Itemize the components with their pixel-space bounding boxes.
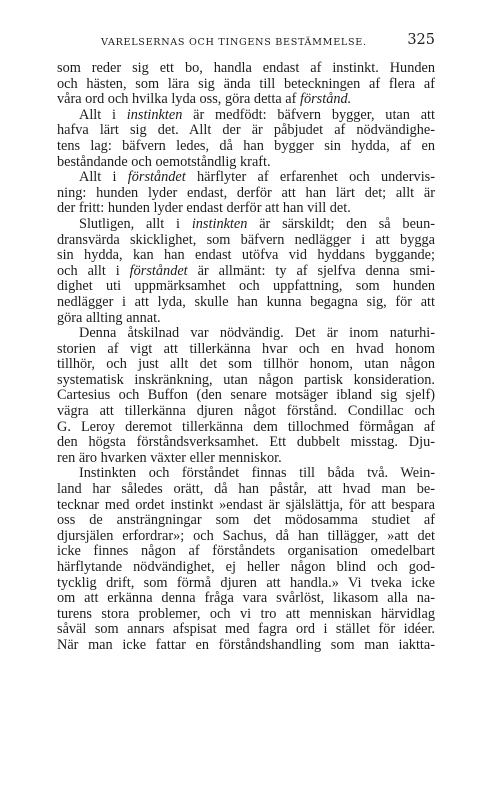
text-line: [57, 451, 435, 467]
text-segment: ren äro hvarken växter eller menniskor.: [57, 449, 282, 466]
text-segment: När man icke fattar en förståndshandling som man iaktta-: [57, 636, 435, 653]
text-segment: Slutligen, allt i: [79, 215, 192, 232]
text-segment: om att erkänna denna fråga vara svårlöst, likasom alla na-: [57, 590, 435, 607]
text-line: [57, 560, 435, 576]
text-line: [57, 279, 435, 295]
text-segment: härflytande nödvändighet, ej heller någon blind och god-: [57, 559, 435, 575]
text-line: [57, 170, 435, 186]
text-segment: Denna åtskilnad var nödvändig. Det är inom naturhi-: [79, 325, 435, 342]
page-number: 325: [407, 32, 435, 48]
text-segment: land har således orätt, då han påstår, att hvad man be-: [57, 481, 435, 498]
text-segment: tecknar med ordet instinkt »endast är själslättja, för att bespara: [57, 496, 435, 513]
text-line: [57, 357, 435, 373]
text-segment: är särskildt; den så beun-: [247, 215, 435, 232]
text-line: [57, 544, 435, 560]
text-line: [57, 295, 435, 311]
text-segment: den högsta förståndsverksamhet. Ett dubbelt misstag. Dju-: [57, 434, 435, 451]
text-line: [57, 420, 435, 436]
text-segment: nedlägger i att lyda, skulle han kunna begagna sig, för att: [57, 293, 435, 310]
text-segment: dighet uti uppmärksamhet och uppfattning, som hunden: [57, 278, 435, 295]
text-line: [57, 123, 435, 139]
text-segment: G. Leroy deremot tillerkänna dem tillochmed förmågan af: [57, 418, 435, 435]
text-line: [57, 77, 435, 93]
text-segment: turens stora problemer, och vi tro att menniskan härvidlag: [57, 605, 435, 622]
text-line: [57, 139, 435, 155]
text-segment: våra ord och hvilka lyda oss, göra detta af: [57, 91, 300, 108]
text-line: [57, 248, 435, 264]
text-line: [57, 373, 435, 389]
text-line: [57, 217, 435, 233]
text-line: [57, 435, 435, 451]
text-segment: vägra att tillerkänna djuren något förstånd. Condillac och: [57, 403, 435, 420]
text-line: [57, 326, 435, 342]
text-line: [57, 622, 435, 638]
text-segment: djursjälen erfordrar»; och Sachus, då han tillägger, »att det: [57, 527, 435, 544]
text-line: [57, 607, 435, 623]
text-line: [57, 61, 435, 77]
page-header: [57, 30, 435, 52]
text-line: [57, 466, 435, 482]
text-segment: härflyter af erfarenhet och undervis-: [185, 169, 435, 186]
text-segment: tens lag: bäfvern ledes, då han bygger sin hydda, af en: [57, 137, 435, 154]
text-segment: dransvärda skicklighet, som bäfvern nedlägger i att bygga: [57, 231, 435, 248]
text-segment: göra allting annat.: [57, 309, 161, 326]
text-line: [57, 311, 435, 327]
text-line: [57, 404, 435, 420]
text-line: [57, 513, 435, 529]
text-segment: Cartesius och Buffon (den senare motsäger ibland sig sjelf): [57, 387, 435, 404]
text-segment: är medfödt: bäfvern bygger, utan att: [182, 106, 435, 123]
text-line: [57, 264, 435, 280]
book-page: [57, 30, 435, 654]
text-line: [57, 233, 435, 249]
text-segment: systematisk inskränkning, utan någon partisk konsideration.: [57, 371, 435, 388]
text-line: [57, 186, 435, 202]
text-segment: icke finnes någon af förståndets organisation omedelbart: [57, 543, 435, 560]
text-segment: ning: hunden lyder endast, derför att han lärt det; allt är: [57, 184, 435, 201]
text-line: [57, 498, 435, 514]
text-segment: såväl som annars afspisat med fagra ord i stället för idéer.: [57, 621, 435, 638]
italic-text: förstånd.: [299, 91, 352, 108]
italic-text: instinkten: [126, 106, 183, 123]
text-segment: Instinkten och förståndet finnas till båda två. Wein-: [79, 465, 435, 482]
text-segment: Allt i: [79, 106, 127, 123]
text-segment: är allmänt: ty af sjelfva denna smi-: [187, 262, 435, 279]
text-segment: der fritt: hunden lyder endast derför att han vill det.: [57, 200, 351, 217]
text-line: [57, 638, 435, 654]
text-line: [57, 201, 435, 217]
body-text: [57, 61, 435, 654]
italic-text: instinkten: [191, 215, 248, 232]
text-line: [57, 155, 435, 171]
text-line: [57, 482, 435, 498]
italic-text: förståndet: [129, 262, 188, 279]
text-line: [57, 92, 435, 108]
italic-text: förståndet: [127, 169, 186, 186]
text-segment: och allt i: [57, 262, 130, 279]
text-segment: Allt i: [79, 169, 128, 186]
text-segment: som reder sig ett bo, handla endast af instinkt. Hunden: [57, 60, 435, 76]
running-head: VARELSERNAS OCH TINGENS BESTÄMMELSE.: [101, 37, 367, 48]
text-line: [57, 529, 435, 545]
text-segment: beståndande och oemotståndlig kraft.: [57, 153, 271, 170]
text-segment: tycklig drift, som förmå djuren att handla.» Vi tveka icke: [57, 574, 435, 591]
text-line: [57, 576, 435, 592]
text-line: [57, 388, 435, 404]
text-line: [57, 591, 435, 607]
text-segment: oss de ansträngningar som det mödosamma studiet af: [57, 512, 435, 529]
text-line: [57, 108, 435, 124]
text-segment: tillhör, och just allt det som tillhör honom, utan någon: [57, 356, 435, 373]
text-segment: sin hydda, kan han endast utöfva vid hyddans byggande;: [57, 247, 435, 264]
text-line: [57, 342, 435, 358]
text-segment: storien af vigt att tillerkänna hvar och en hvad honom: [57, 340, 435, 357]
text-segment: och hästen, som lära sig ända till beteckningen af flera af: [57, 75, 435, 92]
text-segment: hafva lärt sig det. Allt der är påbjudet af nödvändighe-: [57, 122, 435, 139]
